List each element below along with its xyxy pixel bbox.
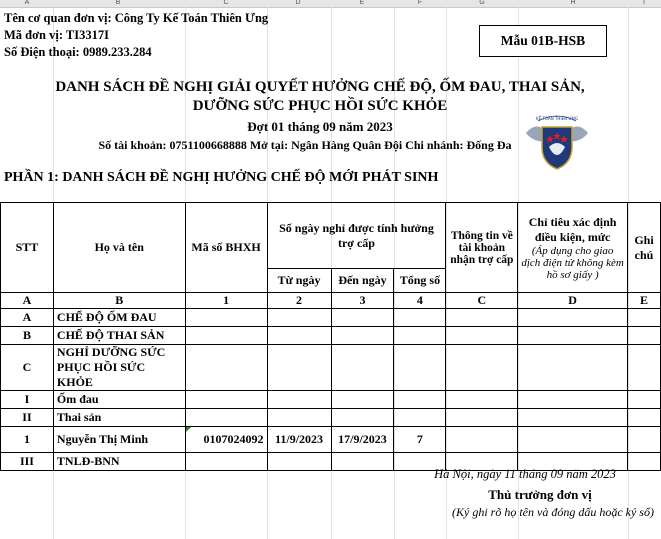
row-insurance-no[interactable] [185, 309, 267, 327]
table-row [1, 391, 661, 409]
table-row [1, 345, 661, 391]
row-from[interactable] [267, 409, 331, 427]
table-row [1, 409, 661, 427]
header-stt[interactable]: STT [1, 203, 54, 293]
row-stt[interactable]: 1 [1, 427, 54, 453]
row-from[interactable] [267, 345, 331, 391]
row-stt[interactable]: A [1, 309, 54, 327]
row-from[interactable] [267, 327, 331, 345]
row-insurance-no[interactable] [185, 345, 267, 391]
period-label[interactable]: Đợt 01 tháng 09 năm 2023 [247, 119, 393, 134]
row-name[interactable]: Ốm đau [53, 391, 185, 409]
row-criteria[interactable] [518, 409, 628, 427]
row-note[interactable] [627, 391, 660, 409]
header-days-group[interactable]: Số ngày nghỉ được tính hưởng trợ cấp [267, 203, 446, 269]
row-total[interactable]: 7 [394, 427, 446, 453]
code-cell[interactable]: 4 [394, 293, 446, 309]
row-to[interactable] [331, 345, 394, 391]
row-name[interactable]: Thai sản [53, 409, 185, 427]
document-title-line1[interactable]: DANH SÁCH ĐỀ NGHỊ GIẢI QUYẾT HƯỞNG CHẾ ĐỘ, ỐM ĐAU, THAI SẢN, [55, 79, 585, 95]
row-insurance-no[interactable] [185, 427, 267, 453]
company-logo [522, 111, 592, 173]
row-account[interactable] [446, 409, 518, 427]
table-row [1, 427, 661, 453]
header-from[interactable]: Từ ngày [267, 269, 331, 293]
row-name[interactable]: TNLĐ-BNN [53, 453, 185, 471]
document-title-line2[interactable]: DƯỠNG SỨC PHỤC HỒI SỨC KHỎE [192, 98, 448, 114]
code-cell[interactable]: C [446, 293, 518, 309]
signing-date[interactable]: Hà Nội, ngày 11 tháng 09 năm 2023 [434, 467, 616, 481]
header-note[interactable]: Ghi chú [627, 203, 660, 293]
code-cell[interactable]: B [53, 293, 185, 309]
header-criteria-note: (Áp dụng cho giao dịch điện tử không kèm hồ sơ giấy ) [521, 244, 624, 281]
header-criteria-label: Chỉ tiêu xác định điều kiện, mức [528, 214, 617, 244]
column-letter[interactable]: G [479, 0, 485, 6]
comment-marker-icon [186, 427, 191, 432]
row-to[interactable] [331, 309, 394, 327]
code-cell[interactable]: D [518, 293, 628, 309]
code-cell[interactable]: A [1, 293, 54, 309]
row-account[interactable] [446, 309, 518, 327]
row-insurance-no[interactable] [185, 409, 267, 427]
row-total[interactable] [394, 391, 446, 409]
part1-title[interactable]: PHẦN 1: DANH SÁCH ĐỀ NGHỊ HƯỞNG CHẾ ĐỘ MỚI PHÁT SINH [4, 170, 439, 185]
row-total[interactable] [394, 309, 446, 327]
column-letter[interactable]: E [359, 0, 365, 6]
column-code-row [1, 293, 661, 309]
eagle-shield-logo-icon [522, 111, 592, 173]
row-from[interactable] [267, 453, 331, 471]
row-stt[interactable]: II [1, 409, 54, 427]
header-total[interactable]: Tổng số [394, 269, 446, 293]
row-criteria[interactable] [518, 345, 628, 391]
column-letter[interactable]: C [223, 0, 229, 6]
column-letter[interactable]: H [570, 0, 576, 6]
row-name[interactable]: NGHỈ DƯỠNG SỨC PHỤC HỒI SỨC KHỎE [53, 345, 185, 391]
table-row [1, 309, 661, 327]
row-total[interactable] [394, 327, 446, 345]
header-name[interactable]: Họ và tên [53, 203, 185, 293]
column-letter[interactable]: I [643, 0, 645, 6]
row-to[interactable] [331, 327, 394, 345]
agency-name[interactable]: Tên cơ quan đơn vị: Công Ty Kế Toán Thiên Ưng [4, 11, 269, 25]
table-header-row [1, 203, 661, 269]
row-name[interactable]: Nguyễn Thị Minh [53, 427, 185, 453]
unit-code[interactable]: Mã đơn vị: TI3317I [4, 28, 109, 42]
code-cell[interactable]: 2 [267, 293, 331, 309]
row-insurance-no[interactable] [185, 453, 267, 471]
row-name[interactable]: CHẾ ĐỘ THAI SẢN [53, 327, 185, 345]
column-letter[interactable]: D [295, 0, 301, 6]
logo-text: KẾ TOÁN THIÊN ƯNG [536, 116, 578, 121]
signer-note[interactable]: (Ký ghi rõ họ tên và đóng dấu hoặc ký số) [452, 505, 654, 519]
phone-number[interactable]: Số Điện thoại: 0989.233.284 [4, 45, 152, 59]
row-note[interactable] [627, 345, 660, 391]
row-account[interactable] [446, 345, 518, 391]
table-row [1, 327, 661, 345]
form-code-box[interactable]: Mẫu 01B-HSB [479, 25, 607, 57]
row-stt[interactable]: C [1, 345, 54, 391]
row-from[interactable]: 11/9/2023 [267, 427, 331, 453]
row-from[interactable] [267, 309, 331, 327]
row-note[interactable] [627, 309, 660, 327]
column-letter[interactable]: A [24, 0, 30, 6]
row-note[interactable] [627, 327, 660, 345]
column-letter[interactable]: F [417, 0, 423, 6]
row-name[interactable]: CHẾ ĐỘ ỐM ĐAU [53, 309, 185, 327]
row-total[interactable] [394, 345, 446, 391]
row-account[interactable] [446, 427, 518, 453]
row-account[interactable] [446, 391, 518, 409]
row-stt[interactable]: III [1, 453, 54, 471]
benefit-table [0, 202, 661, 471]
row-insurance-no-value: 0107024092 [203, 432, 264, 446]
row-criteria[interactable] [518, 427, 628, 453]
row-to[interactable]: 17/9/2023 [331, 427, 394, 453]
row-to[interactable] [331, 391, 394, 409]
row-note[interactable] [627, 409, 660, 427]
code-cell[interactable]: 1 [185, 293, 267, 309]
code-cell[interactable]: 3 [331, 293, 394, 309]
bank-account-label[interactable]: Số tài khoản: 0751100668888 Mở tại: Ngân Hàng Quân Đội Chi nhánh: Đống Đa [98, 138, 512, 152]
row-total[interactable] [394, 409, 446, 427]
row-stt[interactable]: I [1, 391, 54, 409]
row-insurance-no[interactable] [185, 327, 267, 345]
row-criteria[interactable] [518, 391, 628, 409]
row-account[interactable] [446, 327, 518, 345]
signer-title[interactable]: Thủ trưởng đơn vị [488, 487, 592, 502]
header-to[interactable]: Đến ngày [331, 269, 394, 293]
row-criteria[interactable] [518, 327, 628, 345]
row-criteria[interactable] [518, 309, 628, 327]
row-to[interactable] [331, 409, 394, 427]
header-criteria[interactable] [518, 203, 628, 293]
header-insurance-no[interactable]: Mã số BHXH [185, 203, 267, 293]
column-letter[interactable]: B [115, 0, 121, 6]
row-to[interactable] [331, 453, 394, 471]
row-note[interactable] [627, 427, 660, 453]
header-account-info[interactable]: Thông tin về tài khoản nhận trợ cấp [446, 203, 518, 293]
row-insurance-no[interactable] [185, 391, 267, 409]
row-from[interactable] [267, 391, 331, 409]
code-cell[interactable]: E [627, 293, 660, 309]
row-stt[interactable]: B [1, 327, 54, 345]
